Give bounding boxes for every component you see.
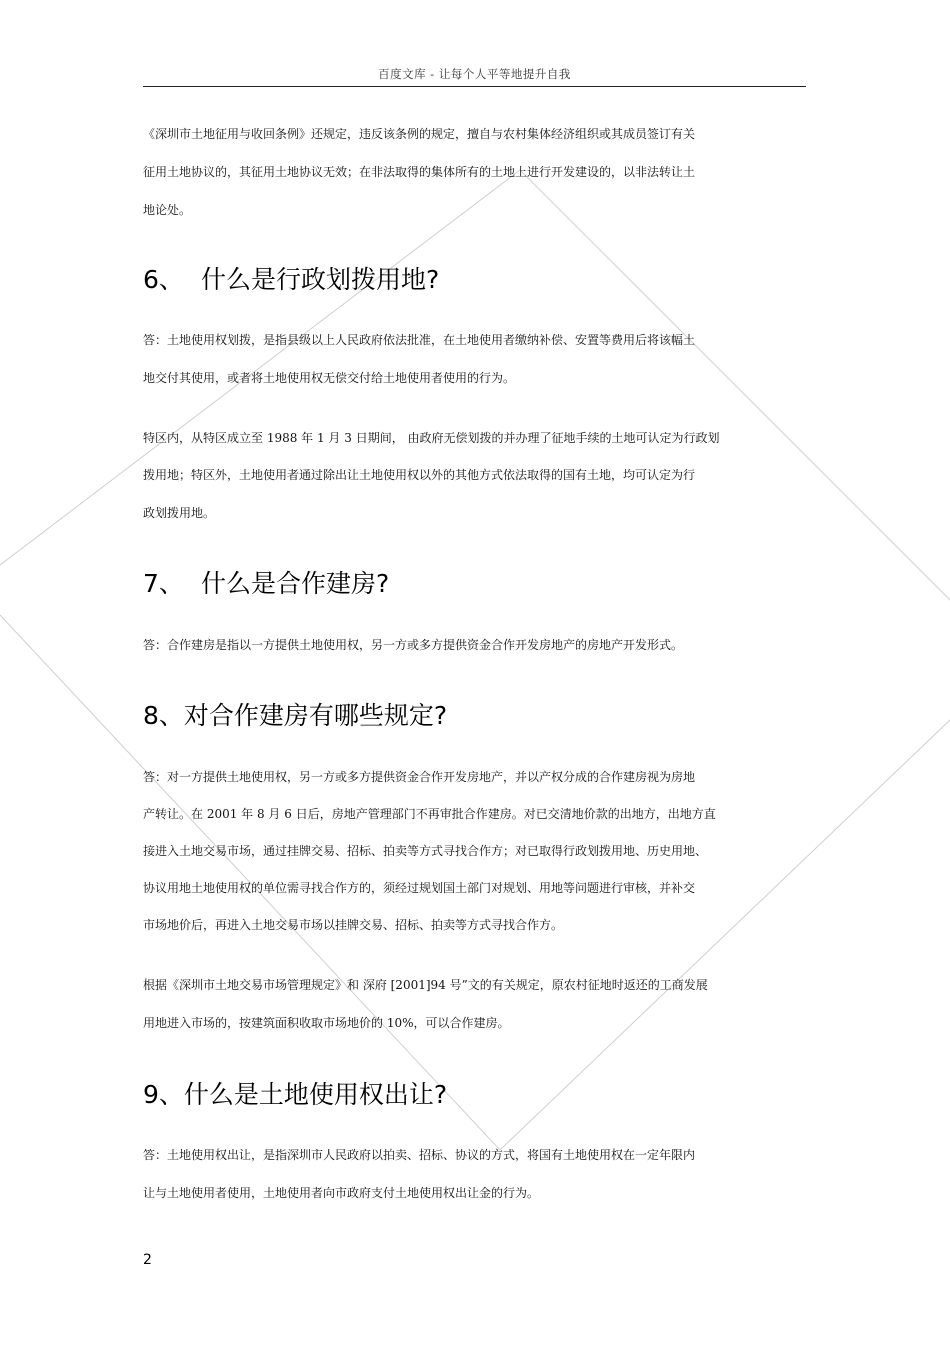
paragraph-line: 根据《深圳市土地交易市场管理规定》和 深府 [2001]94 号”文的有关规定，原农村征地时返还的工商发展 <box>143 978 708 992</box>
page-number: 2 <box>143 1252 152 1268</box>
paragraph-line: 政划拨用地。 <box>143 506 216 520</box>
header-rule <box>143 86 806 87</box>
paragraph-line: 协议用地土地使用权的单位需寻找合作方的，须经过规划国土部门对规划、用地等问题进行审核，并补交 <box>143 881 696 895</box>
paragraph-line: 市场地价后，再进入土地交易市场以挂牌交易、招标、拍卖等方式寻找合作方。 <box>143 918 564 932</box>
section-heading-8: 8、对合作建房有哪些规定? <box>143 701 448 730</box>
paragraph-line: 地论处。 <box>143 203 192 217</box>
section-heading-9: 9、什么是土地使用权出让? <box>143 1080 448 1109</box>
paragraph-line: 答：对一方提供土地使用权，另一方或多方提供资金合作开发房地产，并以产权分成的合作建房视为房地 <box>143 770 696 784</box>
heading-text: 什么是合作建房? <box>201 569 390 598</box>
paragraph-line: 地交付其使用，或者将土地使用权无偿交付给土地使用者使用的行为。 <box>143 371 516 385</box>
paragraph-line: 征用土地协议的，其征用土地协议无效；在非法取得的集体所有的土地上进行开发建设的，以非法转让土 <box>143 165 696 179</box>
paragraph-line: 特区内，从特区成立至 1988 年 1 月 3 日期间， 由政府无偿划拨的并办理了征地手续的土地可认定为行政划 <box>143 431 720 445</box>
paragraph-line: 答：土地使用权划拨，是指县级以上人民政府依法批准，在土地使用者缴纳补偿、安置等费用后将该幅土 <box>143 333 696 347</box>
paragraph-line: 拨用地；特区外，土地使用者通过除出让土地使用权以外的其他方式依法取得的国有土地，均可认定为行 <box>143 468 696 482</box>
section-heading-7 <box>143 569 783 599</box>
paragraph-line: 接进入土地交易市场，通过挂牌交易、招标、拍卖等方式寻找合作方；对已取得行政划拨用地、历史用地、 <box>143 844 708 858</box>
heading-number: 7、 <box>143 569 184 598</box>
paragraph-line: 答：合作建房是指以一方提供土地使用权，另一方或多方提供资金合作开发房地产的房地产开发形式。 <box>143 638 684 652</box>
paragraph-line: 用地进入市场的，按建筑面积收取市场地价的 10%，可以合作建房。 <box>143 1016 510 1030</box>
section-heading-6 <box>143 265 783 295</box>
paragraph-line: 让与土地使用者使用，土地使用者向市政府支付土地使用权出让金的行为。 <box>143 1186 540 1200</box>
paragraph-line: 产转让。在 2001 年 8 月 6 日后，房地产管理部门不再审批合作建房。对已交清地价款的出地方，出地方直 <box>143 807 716 821</box>
heading-text: 什么是行政划拨用地? <box>201 265 440 294</box>
paragraph-line: 答：土地使用权出让，是指深圳市人民政府以拍卖、招标、协议的方式，将国有土地使用权在一定年限内 <box>143 1148 696 1162</box>
page-header: 百度文库 - 让每个人平等地提升自我 <box>378 67 571 81</box>
paragraph-line: 《深圳市土地征用与收回条例》还规定，违反该条例的规定，擅自与农村集体经济组织或其成员签订有关 <box>143 127 696 141</box>
heading-number: 6、 <box>143 265 184 294</box>
